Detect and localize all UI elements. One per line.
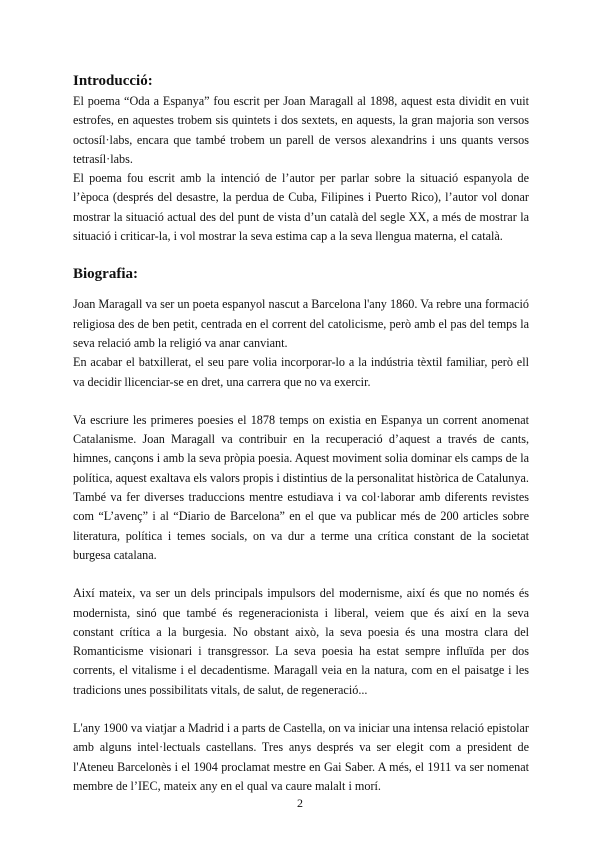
page-content: [73, 72, 529, 796]
spacer: [73, 565, 529, 584]
intro-heading: Introducció:: [73, 73, 153, 89]
spacer: [73, 700, 529, 719]
bio-paragraph-3: Va escriure les primeres poesies el 1878 temps on existia en Espanya un corrent anomenat Catalanisme. Joan Maragall va contribuir en la recuperació d’aquest a través de cants, himnes, cançons i amb la seva pròpia poesia. Aquest moviment solia dominar els camps de la política, aquest exaltava els valors propis i distintius de la personalitat històrica de Catalunya.: [73, 412, 529, 485]
bio-heading: Biografia:: [73, 266, 138, 283]
spacer: [73, 246, 529, 265]
spacer: [73, 392, 529, 411]
bio-paragraph-1: Joan Maragall va ser un poeta espanyol nascut a Barcelona l'any 1860. Va rebre una formació religiosa des de ben petit, centrada en el corrent del catolicisme, però amb el pas del temps la seva relació amb la religió va anar canviant.: [73, 297, 529, 350]
bio-paragraph-6: L'any 1900 va viatjar a Madrid i a parts de Castella, on va iniciar una intensa relació epistolar amb alguns intel·lectuals castellans. Tres anys després va ser elegit com a president de l'Ateneu Barcelonès i el 1904 proclamat mestre en Gai Saber. A més, el 1911 va ser nomenat membre de l’IEC, mateix any en el qual va caure malalt i morí.: [73, 721, 529, 793]
bio-paragraph-5: Així mateix, va ser un dels principals impulsors del modernisme, així és que no només és modernista, sinó que també és regeneracionista i liberal, veiem que és així en la seva constant crítica a la burgesia. No obstant això, la seva poesia és una mostra clara del Romanticisme visionari i transgressor. La seva poesia ha estat sempre influïda per dos corrents, el vitalisme i el decadentisme. Maragall veia en la natura, com en el paisatge i les tradicions unes possibilitats vitals, de salut, de regeneració...: [73, 586, 529, 697]
spacer: [73, 285, 529, 295]
page-number: 2: [297, 796, 303, 810]
bio-paragraph-4: També va fer diverses traduccions mentre estudiava i va col·laborar amb diferents revistes com “L’avenç” i al “Diario de Barcelona” en el que va publicar més de 200 articles sobre literatura, política i temes socials, on va dur a terme una crítica constant de la societat burgesa catalana.: [73, 490, 529, 562]
intro-paragraph-1: El poema “Oda a Espanya” fou escrit per Joan Maragall al 1898, aquest esta dividit en vuit estrofes, en aquestes trobem sis quintets i dos sextets, en aquests, la gran majoria son versos octosíl·labs, encara que també trobem un parell de versos alexandrins i uns quants versos tetrasíl·labs.: [73, 94, 529, 166]
intro-paragraph-2: El poema fou escrit amb la intenció de l’autor per parlar sobre la situació espanyola de l’època (després del desastre, la perdua de Cuba, Filipines i Puerto Rico), l’autor vol donar mostrar la situació actual des del punt de vista d’un català del segle XX, a més de mostrar la situació i criticar-la, i vol mostrar la seva estima cap a la seva llengua materna, el català.: [73, 171, 529, 244]
bio-paragraph-2: En acabar el batxillerat, el seu pare volia incorporar-lo a la indústria tèxtil familiar, però ell va decidir llicenciar-se en dret, una carrera que no va exercir.: [73, 355, 529, 389]
